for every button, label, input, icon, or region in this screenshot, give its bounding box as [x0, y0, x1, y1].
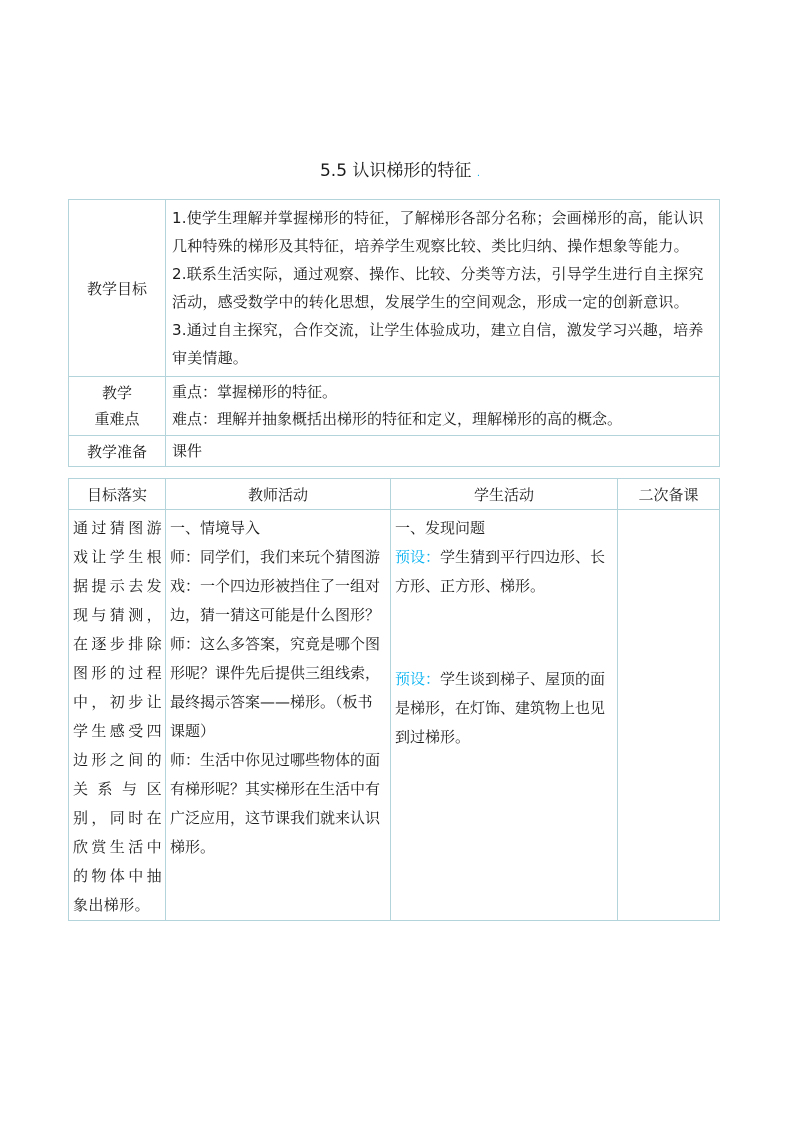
student-cell [391, 510, 618, 921]
teacher-paragraph: 师：这么多答案，究竟是哪个图形呢？课件先后提供三组线索，最终揭示答案——梯形。（板书课题） [170, 635, 381, 740]
prep-value: 课件 [166, 436, 720, 467]
goal-item: 1.使学生理解并掌握梯形的特征，了解梯形各部分名称；会画梯形的高，能认识几种特殊的梯形及其特征，培养学生观察比较、类比归纳、操作想象等能力。 [172, 209, 704, 255]
difficulty-label [69, 377, 166, 436]
title-text: 5.5 认识梯形的特征 [319, 161, 472, 181]
difficult-point: 难点：理解并抽象概括出梯形的特征和定义，理解梯形的高的概念。 [172, 410, 623, 428]
notes-cell [618, 510, 720, 921]
student-section: 一、发现问题 [395, 519, 486, 537]
difficulty-cell [166, 377, 720, 436]
difficulty-label-line1: 教学 [101, 384, 132, 402]
header-teacher: 教师活动 [166, 479, 391, 510]
goal-item: 3.通过自主探究，合作交流，让学生体验成功，建立自信，激发学习兴趣，培养审美情趣。 [172, 321, 704, 367]
student-paragraph [395, 665, 613, 752]
title-mark: . [476, 168, 481, 179]
teacher-paragraph: 师：生活中你见过哪些物体的面有梯形呢？其实梯形在生活中有广泛应用，这节课我们就来认识梯形。 [170, 751, 381, 856]
goal-cell: 通过猜图游戏让学生根据提示去发现与猜测，在逐步排除图形的过程中，初步让学生感受四边形之间的关系与区别，同时在欣赏生活中的物体中抽象出梯形。 [69, 510, 166, 921]
page-title [0, 156, 800, 181]
header-goal: 目标落实 [69, 479, 166, 510]
preset-label: 预设： [395, 548, 441, 566]
student-text: 学生猜到平行四边形、长方形、正方形、梯形。 [395, 548, 606, 595]
header-student: 学生活动 [391, 479, 618, 510]
goals-cell [166, 200, 720, 377]
prep-label: 教学准备 [69, 436, 166, 467]
teacher-paragraph: 师：同学们，我们来玩个猜图游戏：一个四边形被挡住了一组对边，猜一猜这可能是什么图形？ [170, 548, 381, 624]
teacher-cell [166, 510, 391, 921]
goal-item: 2.联系生活实际，通过观察、操作、比较、分类等方法，引导学生进行自主探究活动，感受数学中的转化思想，发展学生的空间观念，形成一定的创新意识。 [172, 265, 704, 311]
difficulty-row [69, 377, 720, 436]
activity-row [69, 510, 720, 921]
activity-table [68, 478, 720, 921]
key-point: 重点：掌握梯形的特征。 [172, 383, 338, 401]
goals-row [69, 200, 720, 377]
teacher-section: 一、情境导入 [170, 519, 261, 537]
activity-header-row [69, 479, 720, 510]
lesson-info-table [68, 199, 720, 467]
header-notes: 二次备课 [618, 479, 720, 510]
student-text: 学生谈到梯子、屋顶的面是梯形，在灯饰、建筑物上也见到过梯形。 [395, 670, 606, 746]
prep-row [69, 436, 720, 467]
goals-label: 教学目标 [69, 200, 166, 377]
difficulty-label-line2: 重难点 [94, 410, 140, 428]
preset-label: 预设： [395, 670, 441, 688]
student-paragraph [395, 543, 613, 601]
